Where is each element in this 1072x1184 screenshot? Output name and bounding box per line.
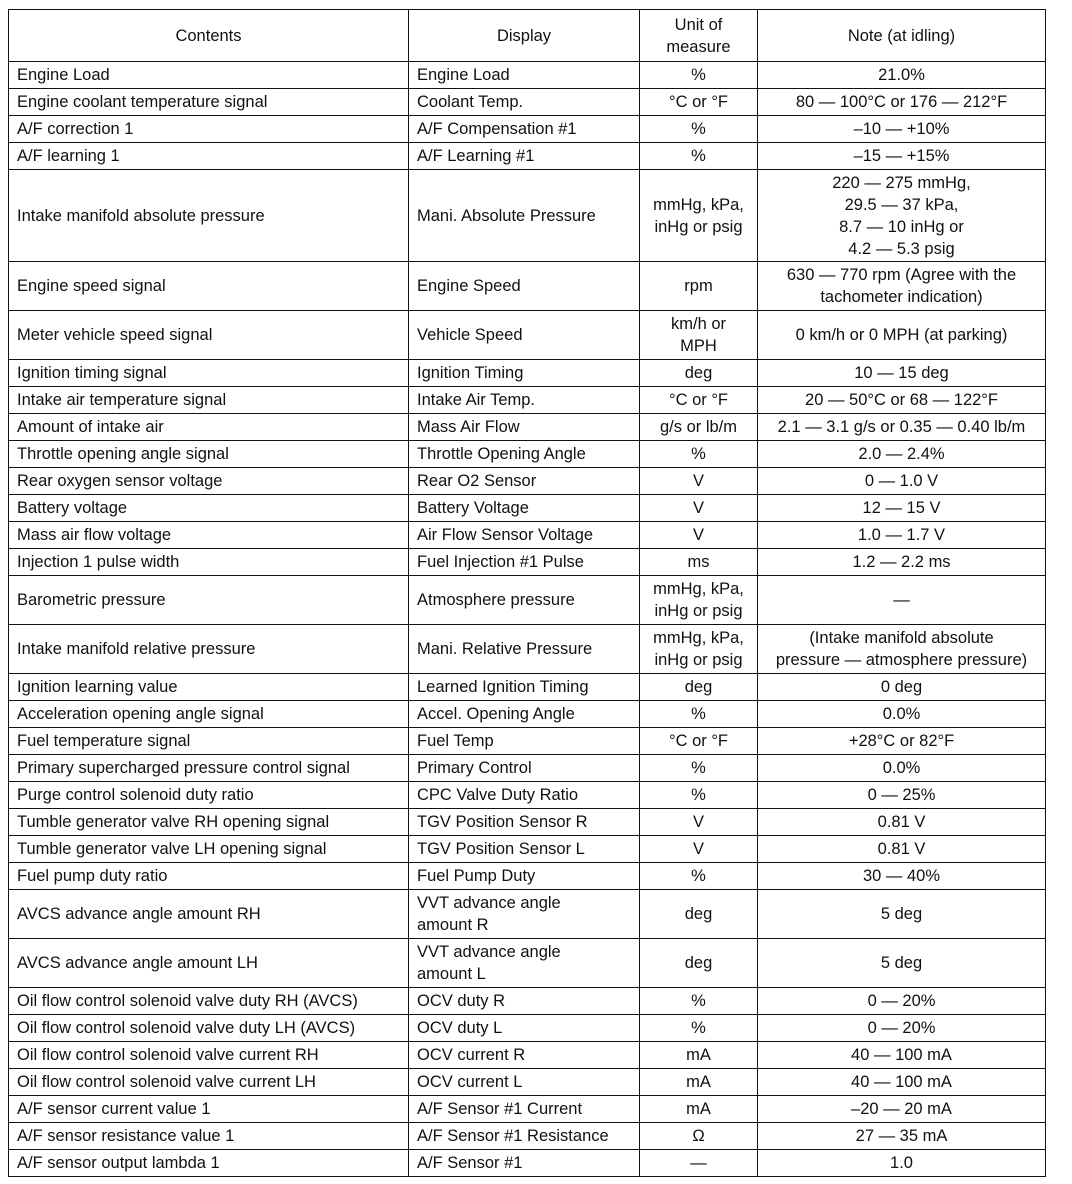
- note-cell: –10 — +10%: [758, 116, 1046, 143]
- unit-cell: deg: [640, 890, 758, 939]
- contents-cell: Barometric pressure: [9, 576, 409, 625]
- unit-cell: V: [640, 522, 758, 549]
- contents-cell: Throttle opening angle signal: [9, 441, 409, 468]
- note-cell: 40 — 100 mA: [758, 1042, 1046, 1069]
- table-row: [9, 89, 1046, 116]
- note-cell: 0.0%: [758, 755, 1046, 782]
- header-display: Display: [409, 10, 640, 62]
- display-cell: TGV Position Sensor L: [409, 836, 640, 863]
- note-cell: —: [758, 576, 1046, 625]
- table-row: [9, 468, 1046, 495]
- note-cell: 1.0 — 1.7 V: [758, 522, 1046, 549]
- table-row: [9, 62, 1046, 89]
- note-cell: 40 — 100 mA: [758, 1069, 1046, 1096]
- note-cell: 0 — 1.0 V: [758, 468, 1046, 495]
- unit-cell: °C or °F: [640, 89, 758, 116]
- contents-cell: Intake air temperature signal: [9, 387, 409, 414]
- table-row: [9, 311, 1046, 360]
- table-row: [9, 1015, 1046, 1042]
- note-cell: 0.0%: [758, 701, 1046, 728]
- display-cell: Coolant Temp.: [409, 89, 640, 116]
- contents-cell: Engine speed signal: [9, 262, 409, 311]
- unit-cell: ms: [640, 549, 758, 576]
- note-cell: 2.0 — 2.4%: [758, 441, 1046, 468]
- table-row: [9, 1123, 1046, 1150]
- display-cell: OCV duty R: [409, 988, 640, 1015]
- note-cell: 5 deg: [758, 939, 1046, 988]
- unit-cell: g/s or lb/m: [640, 414, 758, 441]
- display-cell: Fuel Injection #1 Pulse: [409, 549, 640, 576]
- note-cell: 0.81 V: [758, 809, 1046, 836]
- note-cell: 12 — 15 V: [758, 495, 1046, 522]
- table-row: [9, 890, 1046, 939]
- display-cell: Throttle Opening Angle: [409, 441, 640, 468]
- unit-cell: %: [640, 62, 758, 89]
- unit-cell: mmHg, kPa, inHg or psig: [640, 170, 758, 262]
- table-row: [9, 836, 1046, 863]
- table-row: [9, 988, 1046, 1015]
- display-cell: A/F Sensor #1 Resistance: [409, 1123, 640, 1150]
- display-cell: Fuel Pump Duty: [409, 863, 640, 890]
- display-cell: A/F Compensation #1: [409, 116, 640, 143]
- unit-cell: km/h or MPH: [640, 311, 758, 360]
- contents-cell: Primary supercharged pressure control signal: [9, 755, 409, 782]
- note-cell: 630 — 770 rpm (Agree with the tachometer indication): [758, 262, 1046, 311]
- contents-cell: Engine Load: [9, 62, 409, 89]
- note-cell: +28°C or 82°F: [758, 728, 1046, 755]
- table-row: [9, 522, 1046, 549]
- unit-cell: %: [640, 143, 758, 170]
- note-cell: 0 — 25%: [758, 782, 1046, 809]
- contents-cell: A/F learning 1: [9, 143, 409, 170]
- unit-cell: rpm: [640, 262, 758, 311]
- table-row: [9, 1096, 1046, 1123]
- contents-cell: Tumble generator valve RH opening signal: [9, 809, 409, 836]
- header-row: [9, 10, 1046, 62]
- unit-cell: mA: [640, 1096, 758, 1123]
- display-cell: A/F Sensor #1 Current: [409, 1096, 640, 1123]
- contents-cell: Purge control solenoid duty ratio: [9, 782, 409, 809]
- display-cell: Mani. Relative Pressure: [409, 625, 640, 674]
- unit-cell: deg: [640, 360, 758, 387]
- display-cell: CPC Valve Duty Ratio: [409, 782, 640, 809]
- table-row: [9, 1150, 1046, 1177]
- table-row: [9, 1069, 1046, 1096]
- unit-cell: %: [640, 441, 758, 468]
- note-cell: 21.0%: [758, 62, 1046, 89]
- contents-cell: Oil flow control solenoid valve duty LH (AVCS): [9, 1015, 409, 1042]
- table-row: [9, 755, 1046, 782]
- table-row: [9, 441, 1046, 468]
- display-cell: Engine Load: [409, 62, 640, 89]
- unit-cell: mA: [640, 1042, 758, 1069]
- contents-cell: Fuel pump duty ratio: [9, 863, 409, 890]
- display-cell: VVT advance angle amount R: [409, 890, 640, 939]
- note-cell: 1.2 — 2.2 ms: [758, 549, 1046, 576]
- note-cell: 0 — 20%: [758, 988, 1046, 1015]
- contents-cell: Rear oxygen sensor voltage: [9, 468, 409, 495]
- display-cell: OCV current L: [409, 1069, 640, 1096]
- header-unit-of-measure: Unit of measure: [640, 10, 758, 62]
- note-cell: 1.0: [758, 1150, 1046, 1177]
- table-row: [9, 143, 1046, 170]
- contents-cell: AVCS advance angle amount LH: [9, 939, 409, 988]
- table-row: [9, 1042, 1046, 1069]
- contents-cell: A/F correction 1: [9, 116, 409, 143]
- header-note: Note (at idling): [758, 10, 1046, 62]
- table-row: [9, 495, 1046, 522]
- display-cell: Intake Air Temp.: [409, 387, 640, 414]
- contents-cell: Intake manifold relative pressure: [9, 625, 409, 674]
- contents-cell: A/F sensor current value 1: [9, 1096, 409, 1123]
- display-cell: TGV Position Sensor R: [409, 809, 640, 836]
- note-cell: 220 — 275 mmHg, 29.5 — 37 kPa, 8.7 — 10 inHg or 4.2 — 5.3 psig: [758, 170, 1046, 262]
- unit-cell: °C or °F: [640, 728, 758, 755]
- note-cell: –20 — 20 mA: [758, 1096, 1046, 1123]
- display-cell: Engine Speed: [409, 262, 640, 311]
- unit-cell: %: [640, 863, 758, 890]
- note-cell: 5 deg: [758, 890, 1046, 939]
- contents-cell: Tumble generator valve LH opening signal: [9, 836, 409, 863]
- contents-cell: Meter vehicle speed signal: [9, 311, 409, 360]
- contents-cell: Fuel temperature signal: [9, 728, 409, 755]
- note-cell: 20 — 50°C or 68 — 122°F: [758, 387, 1046, 414]
- table-row: [9, 170, 1046, 262]
- data-monitor-table: [8, 9, 1046, 1177]
- table-row: [9, 782, 1046, 809]
- display-cell: A/F Learning #1: [409, 143, 640, 170]
- table-row: [9, 576, 1046, 625]
- display-cell: Mani. Absolute Pressure: [409, 170, 640, 262]
- contents-cell: Ignition timing signal: [9, 360, 409, 387]
- table-row: [9, 939, 1046, 988]
- display-cell: OCV duty L: [409, 1015, 640, 1042]
- note-cell: 0.81 V: [758, 836, 1046, 863]
- unit-cell: Ω: [640, 1123, 758, 1150]
- table-body: [9, 62, 1046, 1177]
- note-cell: (Intake manifold absolute pressure — atmosphere pressure): [758, 625, 1046, 674]
- display-cell: Air Flow Sensor Voltage: [409, 522, 640, 549]
- display-cell: Primary Control: [409, 755, 640, 782]
- display-cell: Accel. Opening Angle: [409, 701, 640, 728]
- contents-cell: Ignition learning value: [9, 674, 409, 701]
- unit-cell: mmHg, kPa, inHg or psig: [640, 625, 758, 674]
- contents-cell: AVCS advance angle amount RH: [9, 890, 409, 939]
- note-cell: 30 — 40%: [758, 863, 1046, 890]
- contents-cell: Oil flow control solenoid valve current LH: [9, 1069, 409, 1096]
- unit-cell: %: [640, 782, 758, 809]
- table-row: [9, 360, 1046, 387]
- unit-cell: V: [640, 468, 758, 495]
- display-cell: Learned Ignition Timing: [409, 674, 640, 701]
- table-row: [9, 116, 1046, 143]
- table-row: [9, 387, 1046, 414]
- table-row: [9, 701, 1046, 728]
- note-cell: 80 — 100°C or 176 — 212°F: [758, 89, 1046, 116]
- table-row: [9, 809, 1046, 836]
- display-cell: Atmosphere pressure: [409, 576, 640, 625]
- display-cell: OCV current R: [409, 1042, 640, 1069]
- contents-cell: Injection 1 pulse width: [9, 549, 409, 576]
- table-row: [9, 414, 1046, 441]
- note-cell: 10 — 15 deg: [758, 360, 1046, 387]
- contents-cell: Oil flow control solenoid valve duty RH (AVCS): [9, 988, 409, 1015]
- contents-cell: A/F sensor output lambda 1: [9, 1150, 409, 1177]
- table-row: [9, 674, 1046, 701]
- unit-cell: —: [640, 1150, 758, 1177]
- unit-cell: mmHg, kPa, inHg or psig: [640, 576, 758, 625]
- unit-cell: V: [640, 495, 758, 522]
- unit-cell: °C or °F: [640, 387, 758, 414]
- note-cell: –15 — +15%: [758, 143, 1046, 170]
- contents-cell: Battery voltage: [9, 495, 409, 522]
- unit-cell: mA: [640, 1069, 758, 1096]
- display-cell: Battery Voltage: [409, 495, 640, 522]
- contents-cell: Mass air flow voltage: [9, 522, 409, 549]
- display-cell: Rear O2 Sensor: [409, 468, 640, 495]
- unit-cell: V: [640, 836, 758, 863]
- display-cell: Mass Air Flow: [409, 414, 640, 441]
- display-cell: Vehicle Speed: [409, 311, 640, 360]
- unit-cell: %: [640, 116, 758, 143]
- unit-cell: V: [640, 809, 758, 836]
- contents-cell: Amount of intake air: [9, 414, 409, 441]
- note-cell: 27 — 35 mA: [758, 1123, 1046, 1150]
- note-cell: 0 — 20%: [758, 1015, 1046, 1042]
- unit-cell: %: [640, 755, 758, 782]
- table-row: [9, 728, 1046, 755]
- contents-cell: Acceleration opening angle signal: [9, 701, 409, 728]
- note-cell: 0 km/h or 0 MPH (at parking): [758, 311, 1046, 360]
- display-cell: A/F Sensor #1: [409, 1150, 640, 1177]
- contents-cell: A/F sensor resistance value 1: [9, 1123, 409, 1150]
- display-cell: Fuel Temp: [409, 728, 640, 755]
- display-cell: Ignition Timing: [409, 360, 640, 387]
- contents-cell: Intake manifold absolute pressure: [9, 170, 409, 262]
- unit-cell: deg: [640, 939, 758, 988]
- unit-cell: %: [640, 1015, 758, 1042]
- contents-cell: Oil flow control solenoid valve current RH: [9, 1042, 409, 1069]
- unit-cell: %: [640, 988, 758, 1015]
- contents-cell: Engine coolant temperature signal: [9, 89, 409, 116]
- display-cell: VVT advance angle amount L: [409, 939, 640, 988]
- table-row: [9, 625, 1046, 674]
- table-row: [9, 549, 1046, 576]
- note-cell: 0 deg: [758, 674, 1046, 701]
- unit-cell: deg: [640, 674, 758, 701]
- table-row: [9, 863, 1046, 890]
- header-contents: Contents: [9, 10, 409, 62]
- table-row: [9, 262, 1046, 311]
- unit-cell: %: [640, 701, 758, 728]
- note-cell: 2.1 — 3.1 g/s or 0.35 — 0.40 lb/m: [758, 414, 1046, 441]
